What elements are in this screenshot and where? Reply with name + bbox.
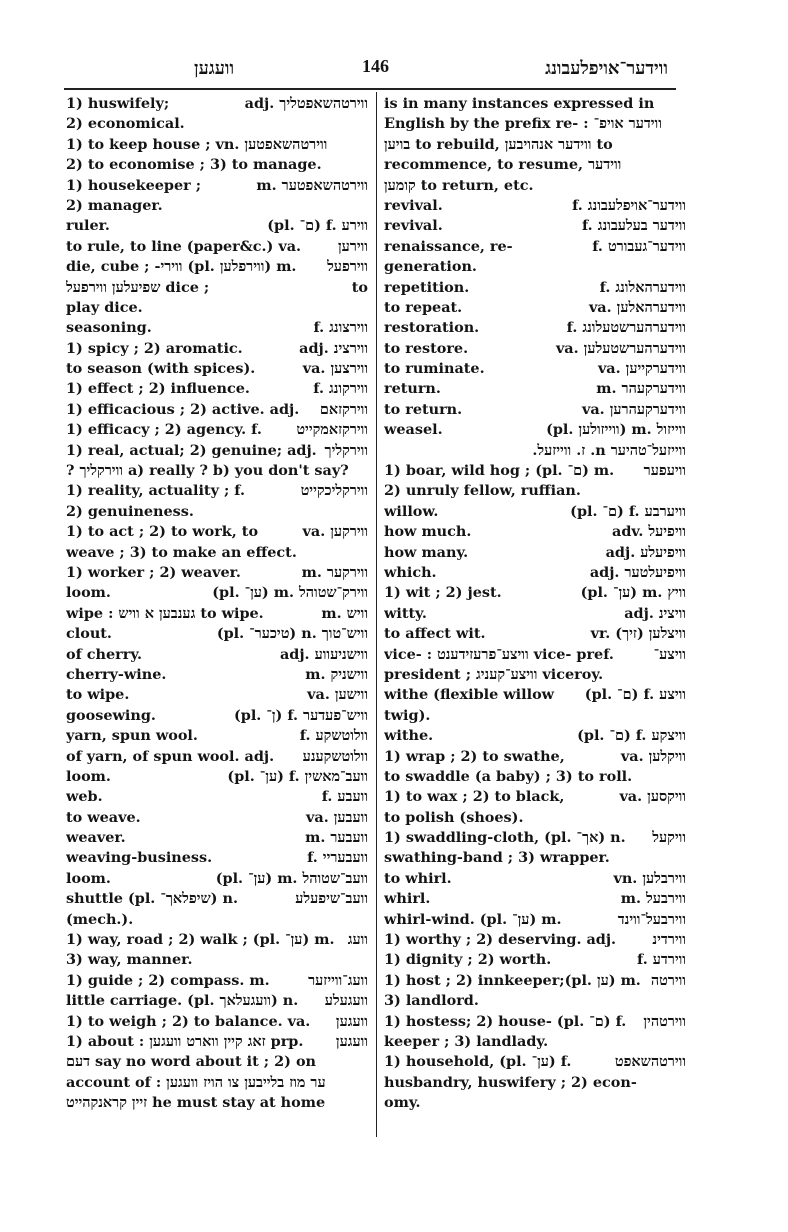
entry-text: to whirl.	[384, 869, 452, 887]
dictionary-entry-line	[384, 787, 686, 807]
entry-headword: f. וועבעריי	[307, 849, 368, 867]
dictionary-entry-line	[66, 155, 368, 175]
entry-text: 1) host ; 2) innkeeper;(pl. ען) m.	[384, 971, 641, 989]
entry-text: yarn, spun wool.	[66, 727, 198, 745]
entry-text: English by the prefix re- : ווידער אויפ־	[384, 115, 662, 133]
entry-text: 2) economical.	[66, 115, 185, 133]
dictionary-entry-line	[66, 563, 368, 583]
entry-text: בויען to rebuild, ווידער אנהויבען to	[384, 135, 613, 153]
dictionary-entry-line	[66, 910, 368, 930]
entry-text: 1) wrap ; 2) to swathe,	[384, 747, 565, 765]
entry-headword: ווירבעל־ווינד	[617, 910, 686, 928]
entry-text: ? ווירקליך a) really ? b) you don't say?	[66, 462, 349, 480]
entry-text: 1) worker ; 2) weaver.	[66, 563, 241, 581]
dictionary-entry-line	[384, 135, 686, 155]
entry-headword: va. וועבען	[306, 808, 368, 826]
dictionary-entry-line	[66, 706, 368, 726]
dictionary-entry-line	[66, 298, 368, 318]
dictionary-entry-line	[384, 318, 686, 338]
entry-headword: m. ווירטהשאפטער	[256, 176, 368, 194]
dictionary-entry-line	[384, 543, 686, 563]
dictionary-entry-line	[66, 624, 368, 644]
dictionary-entry-line	[66, 135, 368, 155]
entry-text: witty.	[384, 604, 427, 622]
entry-text: 2) unruly fellow, ruffian.	[384, 482, 581, 500]
dictionary-entry-line	[66, 604, 368, 624]
entry-text: דעם say no word about it ; 2) on	[66, 1053, 317, 1071]
entry-text: weaving-business.	[66, 849, 213, 867]
entry-text: whirl-wind. (pl. ען־) m.	[384, 910, 562, 928]
dictionary-entry-line	[384, 991, 686, 1011]
entry-text: loom.	[66, 584, 111, 602]
entry-headword: adj. וויפיעלטער	[589, 563, 686, 581]
dictionary-entry-line	[384, 420, 686, 440]
dictionary-entry-line	[384, 339, 686, 359]
entry-text: repetition.	[384, 278, 470, 296]
entry-headword: וועב־שיפעלע	[295, 890, 368, 908]
entry-text: little carriage. (pl. וועגעלאך) n.	[66, 992, 299, 1010]
dictionary-entry-line	[66, 318, 368, 338]
entry-text: שפיעלען ווירפעל dice ;	[66, 278, 210, 296]
column-divider	[376, 92, 377, 1137]
entry-headword: adj. ווישניעווע	[279, 645, 368, 663]
entry-text: 1) to weigh ; 2) to balance. va.	[66, 1012, 311, 1030]
dictionary-entry-line	[66, 583, 368, 603]
entry-text: to rule, to line (paper&c.) va.	[66, 237, 302, 255]
dictionary-entry-line	[384, 522, 686, 542]
entry-headword: m. ווידערקעהר	[596, 380, 686, 398]
entry-headword: וולוטשקענע	[302, 747, 368, 765]
entry-headword: f. ווירקונג	[313, 380, 368, 398]
dictionary-entry-line	[384, 869, 686, 889]
dictionary-entry-line	[384, 196, 686, 216]
entry-text: whirl.	[384, 890, 431, 908]
dictionary-entry-line	[66, 991, 368, 1011]
entry-headword: to	[351, 278, 368, 296]
entry-text: 1) way, road ; 2) walk ; (pl. ען־) m.	[66, 931, 335, 949]
dictionary-entry-line	[66, 971, 368, 991]
entry-headword: (pl. ען־) m. וועב־שטוהל	[215, 869, 368, 887]
entry-headword: m. ווישניק	[305, 665, 368, 683]
dictionary-entry-line	[384, 645, 686, 665]
dictionary-entry-line	[384, 155, 686, 175]
dictionary-entry-line	[66, 216, 368, 236]
entry-text: to ruminate.	[384, 360, 485, 378]
dictionary-entry-line	[66, 114, 368, 134]
dictionary-entry-line	[384, 114, 686, 134]
entry-text: 1) to wax ; 2) to black,	[384, 788, 565, 806]
entry-headword: ווירפעל	[327, 258, 368, 276]
dictionary-entry-line	[66, 543, 368, 563]
entry-headword: ווירטהין	[643, 1012, 686, 1030]
entry-headword: f. ווידערהערשטעלונג	[566, 319, 686, 337]
dictionary-entry-line	[66, 930, 368, 950]
dictionary-entry-line	[384, 583, 686, 603]
entry-headword: וועגען	[335, 1032, 368, 1050]
entry-text: husbandry, huswifery ; 2) econ-	[384, 1073, 637, 1091]
dictionary-entry-line	[66, 685, 368, 705]
dictionary-entry-line	[384, 808, 686, 828]
dictionary-entry-line	[66, 400, 368, 420]
dictionary-entry-line	[384, 461, 686, 481]
entry-headword: f. ווידערהאלונג	[599, 278, 686, 296]
entry-text: 1) boar, wild hog ; (pl. ם־) m.	[384, 462, 615, 480]
dictionary-entry-line	[66, 869, 368, 889]
entry-headword: va. ווירקען	[302, 523, 368, 541]
entry-headword: m. ווירבעל	[620, 890, 686, 908]
dictionary-entry-line	[384, 481, 686, 501]
dictionary-entry-line	[384, 604, 686, 624]
entry-headword: adj. ווירצינ	[299, 339, 368, 357]
dictionary-entry-line	[384, 624, 686, 644]
entry-headword: va. ווישען	[307, 686, 368, 704]
entry-text: 2) to economise ; 3) to manage.	[66, 156, 322, 174]
dictionary-entry-line	[384, 685, 686, 705]
entry-headword: (pl. ם־) f. וויצע	[584, 686, 686, 704]
entry-headword: (pl. ווייזולען) m. ווייזול	[546, 421, 686, 439]
entry-text: 1) swaddling-cloth, (pl. אך־) n.	[384, 829, 626, 847]
entry-text: loom.	[66, 767, 111, 785]
entry-text: of cherry.	[66, 645, 143, 663]
dictionary-entry-line	[384, 237, 686, 257]
entry-text: 1) reality, actuality ; f.	[66, 482, 245, 500]
entry-text: 1) about : זאג קיין ווארט וועגען prp.	[66, 1032, 304, 1050]
entry-text: goosewing.	[66, 706, 156, 724]
entry-headword: (pl. ען־) f. וועב־מאשין	[227, 767, 368, 785]
entry-headword: va. ווירצען	[302, 360, 368, 378]
dictionary-entry-line	[66, 848, 368, 868]
entry-text: omy.	[384, 1094, 421, 1112]
dictionary-entry-line	[384, 379, 686, 399]
entry-text: 1) wit ; 2) jest.	[384, 584, 502, 602]
entry-text: to polish (shoes).	[384, 808, 524, 826]
entry-text: 1) guide ; 2) compass. m.	[66, 971, 270, 989]
entry-headword: ווירקזאם	[319, 400, 368, 418]
entry-text: 1) dignity ; 2) worth.	[384, 951, 552, 969]
entry-headword: ווירקליכקייט	[300, 482, 368, 500]
entry-headword: va. וויקלען	[620, 747, 686, 765]
entry-text: to swaddle (a baby) ; 3) to roll.	[384, 767, 633, 785]
dictionary-entry-line	[384, 950, 686, 970]
dictionary-entry-line	[66, 278, 368, 298]
entry-text: weaver.	[66, 829, 126, 847]
entry-text: 2) genuineness.	[66, 502, 194, 520]
entry-headword: f. וועבע	[321, 788, 368, 806]
entry-text: vice- : וויצע־פרעזידענט vice- pref.	[384, 645, 614, 663]
entry-text: die, cube ; -ווירי (pl. ווירפלען) m.	[66, 258, 297, 276]
entry-text: play dice.	[66, 298, 143, 316]
entry-text: 1) spicy ; 2) aromatic.	[66, 339, 243, 357]
entry-headword: וועג	[347, 931, 368, 949]
entry-headword: וועגען	[335, 1012, 368, 1030]
dictionary-entry-line	[66, 1032, 368, 1052]
dictionary-entry-line	[66, 176, 368, 196]
entry-text: account of : ער מוז בלייבען צו הויז וועגען	[66, 1073, 326, 1091]
entry-text: to season (with spices).	[66, 360, 256, 378]
dictionary-entry-line	[384, 665, 686, 685]
dictionary-entry-line	[384, 726, 686, 746]
dictionary-entry-line	[66, 196, 368, 216]
entry-headword: (pl. טיכער־) n. וויש־טוך	[216, 625, 368, 643]
entry-text: recommence, to resume, ווידער	[384, 156, 622, 174]
entry-headword: adj. וויצינ	[624, 604, 686, 622]
entry-headword: vn. ווירבלען	[613, 869, 686, 887]
dictionary-entry-line	[384, 298, 686, 318]
dictionary-entry-line	[66, 787, 368, 807]
page-header	[64, 56, 674, 86]
entry-text: president ; וויצע־קעניג viceroy.	[384, 665, 604, 683]
entry-headword: f. ווירדע	[637, 951, 686, 969]
dictionary-entry-line	[66, 502, 368, 522]
dictionary-entry-line	[66, 339, 368, 359]
entry-text: 1) to keep house ; vn. ווירטהשאפטען	[66, 135, 328, 153]
entry-headword: va. ווידערהערשטעלען	[555, 339, 686, 357]
entry-headword: וויעפער	[643, 462, 686, 480]
entry-text: 1) worthy ; 2) deserving. adj.	[384, 931, 617, 949]
entry-text: how many.	[384, 543, 469, 561]
dictionary-entry-line	[66, 461, 368, 481]
entry-text: זיין קראנקהייט he must stay at home	[66, 1094, 326, 1112]
dictionary-entry-line	[66, 889, 368, 909]
entry-text: ruler.	[66, 217, 110, 235]
entry-text: 1) housekeeper ;	[66, 176, 202, 194]
entry-text: to return.	[384, 400, 463, 418]
entry-headword: (pl. ם־) f. וויצקע	[577, 727, 686, 745]
entry-headword: adj. ווירטהשאפטליך	[244, 95, 368, 112]
entry-text: twig).	[384, 706, 431, 724]
dictionary-entry-line	[66, 747, 368, 767]
entry-text: (mech.).	[66, 910, 134, 928]
entry-headword: וועג־ווייזער	[308, 971, 368, 989]
dictionary-entry-line	[66, 257, 368, 277]
entry-text: wipe : גענבען א וויש to wipe.	[66, 604, 264, 622]
dictionary-entry-line	[384, 176, 686, 196]
entry-text: weave ; 3) to make an effect.	[66, 543, 297, 561]
entry-text: 1) to act ; 2) to work, to	[66, 523, 259, 541]
dictionary-entry-line	[66, 379, 368, 399]
header-right-catchword: ווידער־אויפלעבונג	[545, 58, 668, 79]
entry-text: 1) hostess; 2) house- (pl. ם־) f.	[384, 1012, 627, 1030]
entry-text: willow.	[384, 502, 439, 520]
entry-headword: ווירטה	[650, 971, 686, 989]
entry-text: which.	[384, 563, 437, 581]
entry-text: withe.	[384, 727, 434, 745]
entry-text: 1) effect ; 2) influence.	[66, 380, 250, 398]
entry-headword: f. ווירצונג	[313, 319, 368, 337]
dictionary-entry-line	[66, 1012, 368, 1032]
entry-headword: m. ווירקער	[301, 563, 368, 581]
dictionary-entry-line	[384, 257, 686, 277]
entry-text: 3) way, manner.	[66, 951, 193, 969]
entry-headword: va. ווידערהאלען	[588, 298, 686, 316]
page-number: 146	[362, 56, 389, 76]
entry-text: 1) huswifely;	[66, 95, 170, 112]
dictionary-entry-line	[66, 828, 368, 848]
entry-text: seasoning.	[66, 319, 152, 337]
entry-text: קומען to return, etc.	[384, 176, 534, 194]
entry-headword: f. ווידער־אויפלעבונג	[572, 196, 686, 214]
entry-headword: ווירדינ	[652, 931, 686, 949]
entry-text: 1) real, actual; 2) genuine; adj.	[66, 441, 317, 459]
dictionary-entry-line	[384, 502, 686, 522]
dictionary-entry-line	[66, 420, 368, 440]
entry-text: restoration.	[384, 319, 480, 337]
entry-text: 1) efficacious ; 2) active. adj.	[66, 400, 300, 418]
entry-headword: ווירטהשאפט	[614, 1053, 686, 1071]
dictionary-entry-line	[66, 726, 368, 746]
entry-text: to wipe.	[66, 686, 130, 704]
dictionary-entry-line	[384, 1052, 686, 1072]
entry-text: is in many instances expressed in	[384, 95, 655, 112]
entry-text: swathing-band ; 3) wrapper.	[384, 849, 610, 867]
dictionary-entry-line	[384, 94, 686, 114]
dictionary-entry-line	[384, 216, 686, 236]
entry-text: 3) landlord.	[384, 992, 479, 1010]
entry-headword: adj. וויפיעלע	[605, 543, 686, 561]
dictionary-entry-line	[384, 1012, 686, 1032]
entry-headword: וויקעל	[652, 829, 686, 847]
entry-headword: ווירקליך	[324, 441, 368, 459]
dictionary-entry-line	[384, 767, 686, 787]
header-rule	[64, 88, 676, 90]
dictionary-entry-line	[384, 848, 686, 868]
entry-headword: va. ווידערקעהרען	[582, 400, 686, 418]
dictionary-entry-line	[384, 828, 686, 848]
dictionary-entry-line	[384, 747, 686, 767]
entry-text: web.	[66, 788, 103, 806]
entry-headword: m. וויש	[321, 604, 368, 622]
entry-headword: f. ווידער־געבורט	[592, 237, 686, 255]
entry-headword: va. ווידערקייען	[597, 360, 686, 378]
entry-text: of yarn, of spun wool. adj.	[66, 747, 275, 765]
entry-headword: ווירקזאמקייט	[296, 421, 368, 439]
entry-headword: ווייזעל־טהיער n. ז. ווייזעל.	[532, 441, 686, 459]
left-column	[66, 94, 368, 1114]
entry-headword: m. וועבער	[305, 829, 368, 847]
entry-headword: וועגעלע	[324, 992, 368, 1010]
entry-headword: (pl. ען־) m. וויץ	[580, 584, 686, 602]
entry-headword: va. וויקסען	[619, 788, 686, 806]
entry-headword: (pl. ען־) m. ווירק־שטוהל	[212, 584, 368, 602]
dictionary-entry-line	[66, 1073, 368, 1093]
entry-text: renaissance, re-	[384, 237, 513, 255]
dictionary-entry-line	[384, 400, 686, 420]
entry-text: weasel.	[384, 421, 443, 439]
dictionary-entry-line	[66, 665, 368, 685]
entry-headword: ווירען	[337, 237, 368, 255]
dictionary-entry-line	[384, 359, 686, 379]
entry-text: shuttle (pl. שיפלאך־) n.	[66, 890, 238, 908]
dictionary-entry-line	[66, 767, 368, 787]
dictionary-entry-line	[66, 645, 368, 665]
entry-text: cherry-wine.	[66, 665, 167, 683]
entry-text: generation.	[384, 258, 477, 276]
dictionary-entry-line	[66, 481, 368, 501]
entry-text: return.	[384, 380, 441, 398]
dictionary-entry-line	[66, 808, 368, 828]
entry-text: to affect wit.	[384, 625, 486, 643]
dictionary-entry-line	[384, 706, 686, 726]
dictionary-entry-line	[66, 94, 368, 114]
dictionary-entry-line	[384, 563, 686, 583]
entry-text: how much.	[384, 523, 472, 541]
entry-headword: (pl. ם־) f. ווירע	[267, 217, 368, 235]
dictionary-entry-line	[384, 1073, 686, 1093]
entry-text: to weave.	[66, 808, 141, 826]
dictionary-entry-line	[384, 889, 686, 909]
entry-headword: וויצע־	[653, 645, 686, 663]
entry-text: to repeat.	[384, 298, 463, 316]
dictionary-entry-line	[66, 1093, 368, 1113]
dictionary-entry-line	[66, 950, 368, 970]
dictionary-entry-line	[384, 971, 686, 991]
entry-text: 2) manager.	[66, 196, 163, 214]
entry-text: withe (flexible willow	[384, 686, 555, 704]
dictionary-entry-line	[66, 237, 368, 257]
dictionary-entry-line	[66, 441, 368, 461]
entry-headword: f. ווידער בעלעבונג	[582, 217, 686, 235]
entry-text: revival.	[384, 196, 443, 214]
right-column	[384, 94, 686, 1114]
entry-headword: f. וולוטשקע	[299, 727, 368, 745]
entry-headword: adv. וויפיעל	[612, 523, 686, 541]
dictionary-entry-line	[66, 522, 368, 542]
entry-headword: (pl. ן־) f. וויש־פעדער	[233, 706, 368, 724]
entry-text: keeper ; 3) landlady.	[384, 1032, 549, 1050]
dictionary-entry-line	[66, 1052, 368, 1072]
entry-text: revival.	[384, 217, 443, 235]
dictionary-entry-line	[66, 359, 368, 379]
entry-headword: (pl. ם־) f. וויערבע	[570, 502, 686, 520]
entry-text: to restore.	[384, 339, 469, 357]
dictionary-entry-line	[384, 441, 686, 461]
header-left-catchword: וועגען	[194, 58, 235, 79]
entry-text: 1) household, (pl. ען־) f.	[384, 1053, 572, 1071]
dictionary-entry-line	[384, 910, 686, 930]
entry-headword: vr. (זיך) וויצלען	[590, 625, 686, 643]
dictionary-entry-line	[384, 1093, 686, 1113]
dictionary-entry-line	[384, 278, 686, 298]
entry-text: 1) efficacy ; 2) agency. f.	[66, 421, 262, 439]
entry-text: loom.	[66, 869, 111, 887]
entry-text: clout.	[66, 625, 112, 643]
dictionary-entry-line	[384, 1032, 686, 1052]
dictionary-entry-line	[384, 930, 686, 950]
